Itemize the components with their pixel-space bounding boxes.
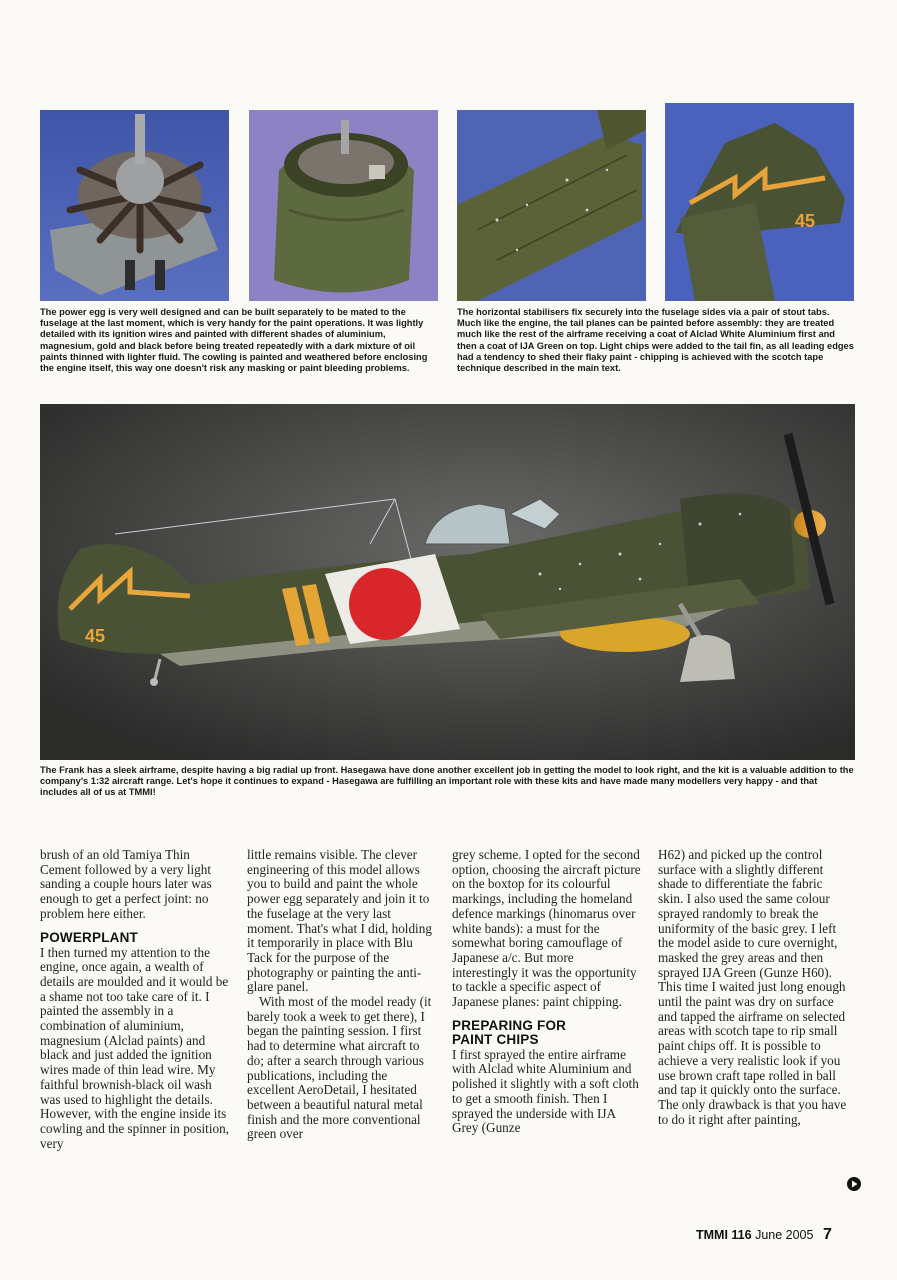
column-1-paragraph-1: brush of an old Tamiya Thin Cement followed by a very light sanding a couple hours later was enough to get a perfect joint: no problem here either.	[40, 847, 212, 921]
text-column-4	[658, 848, 848, 1127]
aircraft-photo	[40, 404, 855, 760]
cowling-photo	[249, 110, 438, 301]
page-number: 7	[822, 1226, 832, 1243]
text-column-2	[247, 848, 437, 1142]
column-2-paragraph-2: With most of the model ready (it barely took a week to get there), I began the painting session. I first had to determine what aircraft to do; after a search through various publications, including the excellent AeroDetail, I hesitated between a beautiful natural metal finish and the more conventional green over	[247, 994, 432, 1142]
column-3-paragraph-2: I first sprayed the entire airframe with Alclad white Aluminium and polished it slightly with a soft cloth to get a smooth finish. Then I sprayed the underside with IJA Grey (Gunze	[452, 1046, 639, 1136]
text-column-1	[40, 848, 230, 1151]
stabiliser-photo	[457, 110, 646, 301]
aircraft-caption: The Frank has a sleek airframe, despite having a big radial up front. Hasegawa have done another excellent job in getting the model to look right, and the kit is a valuable addition to the company's 1:32 aircraft range. Let's hope it continues to expand - Hasegawa are fulfilling an important role with these kits and have made many modellers very happy - and that includes all of us at TMMI!	[40, 765, 854, 798]
column-1-paragraph-2: I then turned my attention to the engine, once again, a wealth of details are moulded and it would be a shame not too take care of it. I painted the assembly in a combination of aluminium, magnesium (Alclad paints) and black and just added the ignition wires made of thin lead wire. My faithful brownish-black oil wash was used to highlight the details. However, with the engine inside its cowling and the spinner in position, very	[40, 944, 229, 1151]
preparing-for-paint-chips-heading: PREPARING FOR PAINT CHIPS	[452, 1017, 567, 1047]
tail-number: 45	[795, 211, 816, 231]
tail-fin-photo	[665, 103, 854, 301]
continue-arrow-icon	[847, 1177, 861, 1191]
tail-caption: The horizontal stabilisers fix securely into the fuselage sides via a pair of stout tabs. Much like the engine, the tail planes can be painted before assembly: they are treated much like the rest of the airframe receiving a coat of Alclad White Aluminium first and then a coat of IJA Green on top. Light chips were added to the tail fin, as all leading edges had a tendency to shed their flaky paint - chipping is achieved with the scotch tape technique described in the main text.	[457, 307, 854, 374]
engine-caption: The power egg is very well designed and can be built separately to be mated to the fuselage at the last moment, which is very handy for the paint operations. It was lightly detailed with its ignition wires and painted with different shades of aluminium, magnesium, gold and black before being treated repeatedly with a dark mixture of oil paints thinned with lighter fluid. The cowling is painted and weathered before enclosing the engine itself, this way one doesn't risk any masking or paint bleeding problems.	[40, 307, 428, 374]
fuselage-tail-number: 45	[85, 626, 106, 646]
issue-date: June 2005	[755, 1228, 814, 1242]
engine-photo	[40, 110, 229, 301]
column-3-paragraph-1: grey scheme. I opted for the second option, choosing the aircraft picture on the boxtop for its colourful markings, including the homeland defence markings (hinomarus over white bands): a must for the somewhat boring camouflage of Japanese a/c. But more interestingly it was the opportunity to tackle a specific aspect of Japanese planes: paint chipping.	[452, 847, 641, 1010]
column-4-paragraph-1: H62) and picked up the control surface with a slightly different shade to differentiate the fabric skin. I also used the same colour sprayed randomly to break the uniformity of the basic grey. I left the model aside to cure overnight, masked the grey areas and then sprayed IJA Green (Gunze H60). This time I waited just long enough until the paint was dry on surface and tapped the airframe on selected areas with scotch tape to rip small paint chips off. It is possible to achieve a very realistic look if you use brown craft tape rolled in ball and tap it quickly onto the surface. The only drawback is that you have to do it right after painting,	[658, 847, 847, 1127]
column-2-paragraph-1: little remains visible. The clever engineering of this model allows you to build and paint the whole power egg separately and join it to the fuselage at the very last moment. That's what I did, holding it temporarily in place with Blu Tack for the purpose of the photography or painting the anti-glare panel.	[247, 847, 432, 995]
publication-issue: TMMI 116	[696, 1228, 752, 1242]
text-column-3	[452, 848, 642, 1136]
page-footer	[696, 1226, 832, 1244]
powerplant-heading: POWERPLANT	[40, 929, 138, 945]
